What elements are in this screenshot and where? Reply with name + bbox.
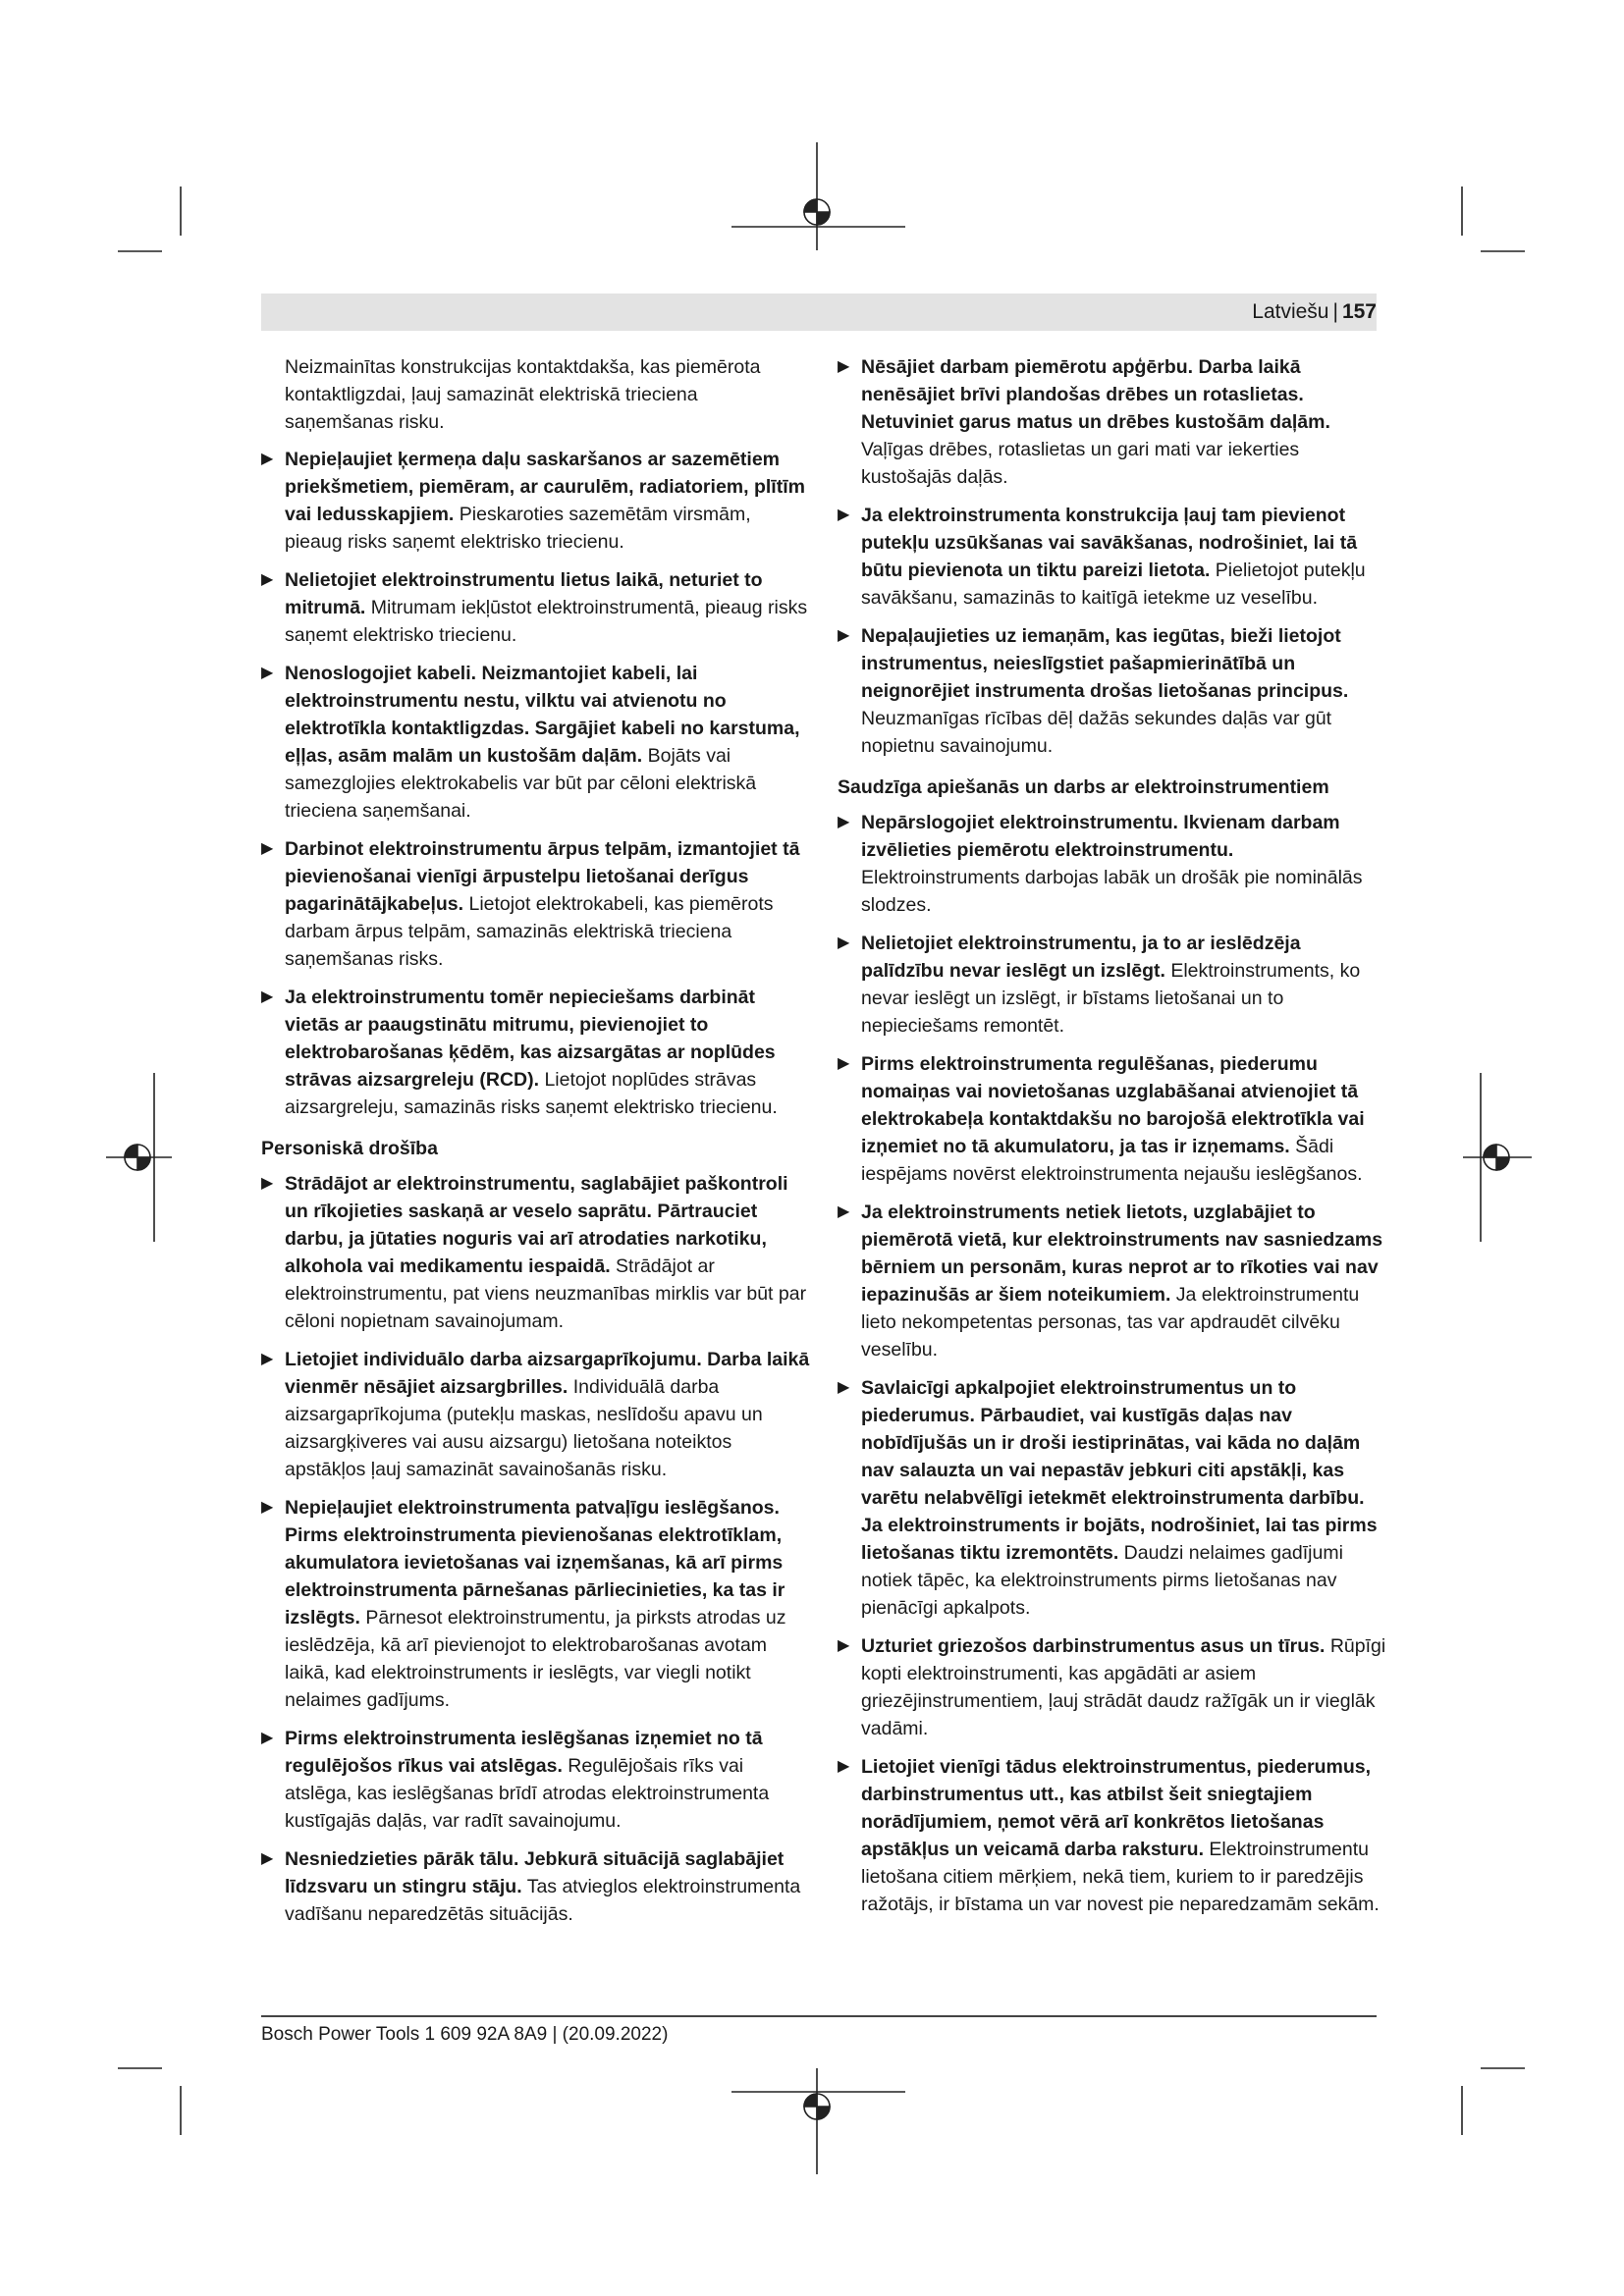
section-heading: Saudzīga apiešanās un darbs ar elektroinstrumentiem — [838, 776, 1329, 798]
triangle-bullet-icon: ▶ — [261, 665, 274, 681]
header-language: Latviešu — [1252, 300, 1329, 323]
triangle-bullet-icon: ▶ — [261, 988, 274, 1005]
triangle-bullet-icon: ▶ — [838, 1203, 850, 1220]
registration-crosshair-icon — [106, 1073, 172, 1242]
triangle-bullet-icon: ▶ — [261, 1499, 274, 1516]
list-item: ▶ Savlaicīgi apkalpojiet elektroinstrumentus un to piederumus. Pārbaudiet, vai kustīgās daļas nav nobīdījušās un ir droši iestiprinātas, vai kāda no daļām nav salauzta un vai nepastāv jebkuri citi apstākļi, kas varētu nelabvēlīgi ietekmēt elektroinstrumenta darbību. Ja elektroinstruments ir bojāts, nodrošiniet, lai tas pirms lietošanas tiktu izremontēts. Daudzi nelaimes gadījumi notiek tāpēc, ka elektroinstruments pirms lietošanas nav pienācīgi apkalpots. — [838, 1374, 1387, 1622]
triangle-bullet-icon: ▶ — [838, 627, 850, 644]
triangle-bullet-icon: ▶ — [838, 1379, 850, 1396]
list-item: ▶ Pirms elektroinstrumenta regulēšanas, piederumu nomaiņas vai novietošanas uzglabāšanai atvienojiet tā elektrokabeļa kontaktdakšu no barojošā elektrotīkla vai izņemiet no tā akumulatoru, ja tas ir izņemams. Šādi iespējams novērst elektroinstrumenta nejaušu ieslēgšanos. — [838, 1050, 1387, 1188]
list-item: ▶ Pirms elektroinstrumenta ieslēgšanas izņemiet no tā regulējošos rīkus vai atslēgas. Regulējošais rīks vai atslēga, kas ieslēgšanas brīdī atrodas elektroinstrumenta kustīgajās daļās, var radīt savainojumu. — [261, 1725, 811, 1835]
list-item: ▶ Ja elektroinstruments netiek lietots, uzglabājiet to piemērotā vietā, kur elektroinstruments nav sasniedzams bērniem un personām, kuras neprot ar to rīkoties vai nav iepazinušās ar šiem noteikumiem. Ja elektroinstrumentu lieto nekompetentas personas, tas var apdraudēt cilvēku veselību. — [838, 1199, 1387, 1363]
list-item: ▶ Strādājot ar elektroinstrumentu, saglabājiet paškontroli un rīkojieties saskaņā ar veselo saprātu. Pārtrauciet darbu, ja jūtaties noguris vai arī atrodaties narkotiku, alkohola vai medikamentu iespaidā. Strādājot ar elektroinstrumentu, pat viens neuzmanības mirklis var būt par cēloni nopietnam savainojumam. — [261, 1170, 811, 1335]
list-item: ▶ Ja elektroinstrumenta konstrukcija ļauj tam pievienot putekļu uzsūkšanas vai savākšanas, nodrošiniet, lai tā būtu pievienota un tiktu pareizi lietota. Pielietojot putekļu savākšanu, samazinās to kaitīgā ietekme uz veselību. — [838, 502, 1387, 612]
page-footer: Bosch Power Tools 1 609 92A 8A9 | (20.09.2022) — [261, 2024, 669, 2045]
triangle-bullet-icon: ▶ — [261, 1175, 274, 1192]
header-bar — [261, 294, 1377, 331]
triangle-bullet-icon: ▶ — [261, 840, 274, 857]
triangle-bullet-icon: ▶ — [838, 358, 850, 375]
triangle-bullet-icon: ▶ — [838, 814, 850, 830]
header-separator: | — [1332, 300, 1338, 323]
footer-divider — [261, 2015, 1377, 2017]
list-item: ▶ Ja elektroinstrumentu tomēr nepieciešams darbināt vietās ar paaugstinātu mitrumu, pievienojiet to elektrobarošanas ķēdēm, kas aizsargātas ar noplūdes strāvas aizsargreleju (RCD). Lietojot noplūdes strāvas aizsargreleju, samazinās risks saņemt elektrisko triecienu. — [261, 984, 811, 1121]
triangle-bullet-icon: ▶ — [838, 507, 850, 523]
triangle-bullet-icon: ▶ — [261, 571, 274, 588]
triangle-bullet-icon: ▶ — [261, 1730, 274, 1746]
list-item: ▶ Nepaļaujieties uz iemaņām, kas iegūtas, bieži lietojot instrumentus, neieslīgstiet pašapmierinātībā un neignorējiet instrumenta drošas lietošanas principus. Neuzmanīgas rīcības dēļ dažās sekundes daļās var gūt nopietnu savainojumu. — [838, 622, 1387, 760]
page-number: 157 — [1341, 300, 1377, 323]
intro-paragraph: Neizmainītas konstrukcijas kontaktdakša, kas piemērota kontaktligzdai, ļauj samazināt elektriskā trieciena saņemšanas risku. — [285, 356, 761, 433]
triangle-bullet-icon: ▶ — [838, 1758, 850, 1775]
registration-crosshair-icon — [731, 2068, 905, 2174]
list-item: ▶ Nepieļaujiet ķermeņa daļu saskaršanos ar sazemētiem priekšmetiem, piemēram, ar caurulēm, radiatoriem, plītīm vai ledusskapjiem. Pieskaroties sazemētām virsmām, pieaug risks saņemt elektrisko triecienu. — [261, 446, 811, 556]
list-item: ▶ Nesniedzieties pārāk tālu. Jebkurā situācijā saglabājiet līdzsvaru un stingru stāju. Tas atvieglos elektroinstrumenta vadīšanu neparedzētās situācijās. — [261, 1845, 811, 1928]
right-column — [838, 353, 1387, 1929]
triangle-bullet-icon: ▶ — [261, 1850, 274, 1867]
list-item: ▶ Nenoslogojiet kabeli. Neizmantojiet kabeli, lai elektroinstrumentu nestu, vilktu vai atvienotu no elektrotīkla kontaktligzdas. Sargājiet kabeli no karstuma, eļļas, asām malām un kustošām daļām. Bojāts vai samezglojies elektrokabelis var būt par cēloni elektriskā trieciena saņemšanai. — [261, 660, 811, 825]
triangle-bullet-icon: ▶ — [838, 1055, 850, 1072]
left-column — [261, 353, 811, 1939]
list-item: ▶ Nelietojiet elektroinstrumentu lietus laikā, neturiet to mitrumā. Mitrumam iekļūstot elektroinstrumentā, pieaug risks saņemt elektrisko triecienu. — [261, 566, 811, 649]
list-item: ▶ Nēsājiet darbam piemērotu apģērbu. Darba laikā nenēsājiet brīvi plandošas drēbes un rotaslietas. Netuviniet garus matus un drēbes kustošām daļām. Vaļīgas drēbes, rotaslietas un gari mati var iekerties kustošajās daļās. — [838, 353, 1387, 491]
list-item: ▶ Darbinot elektroinstrumentu ārpus telpām, izmantojiet tā pievienošanai vienīgi ārpustelpu lietošanai derīgus pagarinātājkabeļus. Lietojot elektrokabeli, kas piemērots darbam ārpus telpām, samazinās elektriskā trieciena saņemšanas risks. — [261, 835, 811, 973]
list-item: ▶ Lietojiet vienīgi tādus elektroinstrumentus, piederumus, darbinstrumentus utt., kas atbilst šeit sniegtajiem norādījumiem, ņemot vērā arī konkrētos lietošanas apstākļus un veicamā darba raksturu. Elektroinstrumentu lietošana citiem mērķiem, nekā tiem, kuriem to ir paredzējis ražotājs, ir bīstama un var novest pie neparedzamām sekām. — [838, 1753, 1387, 1918]
triangle-bullet-icon: ▶ — [261, 1351, 274, 1367]
list-item: ▶ Uzturiet griezošos darbinstrumentus asus un tīrus. Rūpīgi kopti elektroinstrumenti, kas apgādāti ar asiem griezējinstrumentiem, ļauj strādāt daudz ražīgāk un ir vieglāk vadāmi. — [838, 1632, 1387, 1742]
triangle-bullet-icon: ▶ — [261, 451, 274, 467]
list-item: ▶ Nepārslogojiet elektroinstrumentu. Ikvienam darbam izvēlieties piemērotu elektroinstrumentu. Elektroinstruments darbojas labāk un drošāk pie nominālās slodzes. — [838, 809, 1387, 919]
triangle-bullet-icon: ▶ — [838, 934, 850, 951]
list-item: ▶ Nepieļaujiet elektroinstrumenta patvaļīgu ieslēgšanos. Pirms elektroinstrumenta pievienošanas elektrotīklam, akumulatora ievietošanas vai izņemšanas, kā arī pirms elektroinstrumenta pārnešanas pārliecinieties, ka tas ir izslēgts. Pārnesot elektroinstrumentu, ja pirksts atrodas uz ieslēdzēja, kā arī pievienojot to elektrobarošanas avotam laikā, kad elektroinstruments ir ieslēgts, var viegli notikt nelaimes gadījums. — [261, 1494, 811, 1714]
registration-crosshair-icon — [1463, 1073, 1532, 1242]
list-item: ▶ Nelietojiet elektroinstrumentu, ja to ar ieslēdzēja palīdzību nevar ieslēgt un izslēgt. Elektroinstruments, ko nevar ieslēgt un izslēgt, ir bīstams lietošanai un to nepieciešams remontēt. — [838, 930, 1387, 1040]
page-header — [1252, 297, 1377, 327]
triangle-bullet-icon: ▶ — [838, 1637, 850, 1654]
section-heading: Personiskā drošība — [261, 1138, 438, 1159]
list-item: ▶ Lietojiet individuālo darba aizsargaprīkojumu. Darba laikā vienmēr nēsājiet aizsargbrilles. Individuālā darba aizsargaprīkojuma (putekļu maskas, neslīdošu apavu un aizsargķiveres vai ausu aizsargu) lietošana noteiktos apstākļos ļauj samazināt savainošanās risku. — [261, 1346, 811, 1483]
registration-crosshair-icon — [731, 142, 905, 250]
